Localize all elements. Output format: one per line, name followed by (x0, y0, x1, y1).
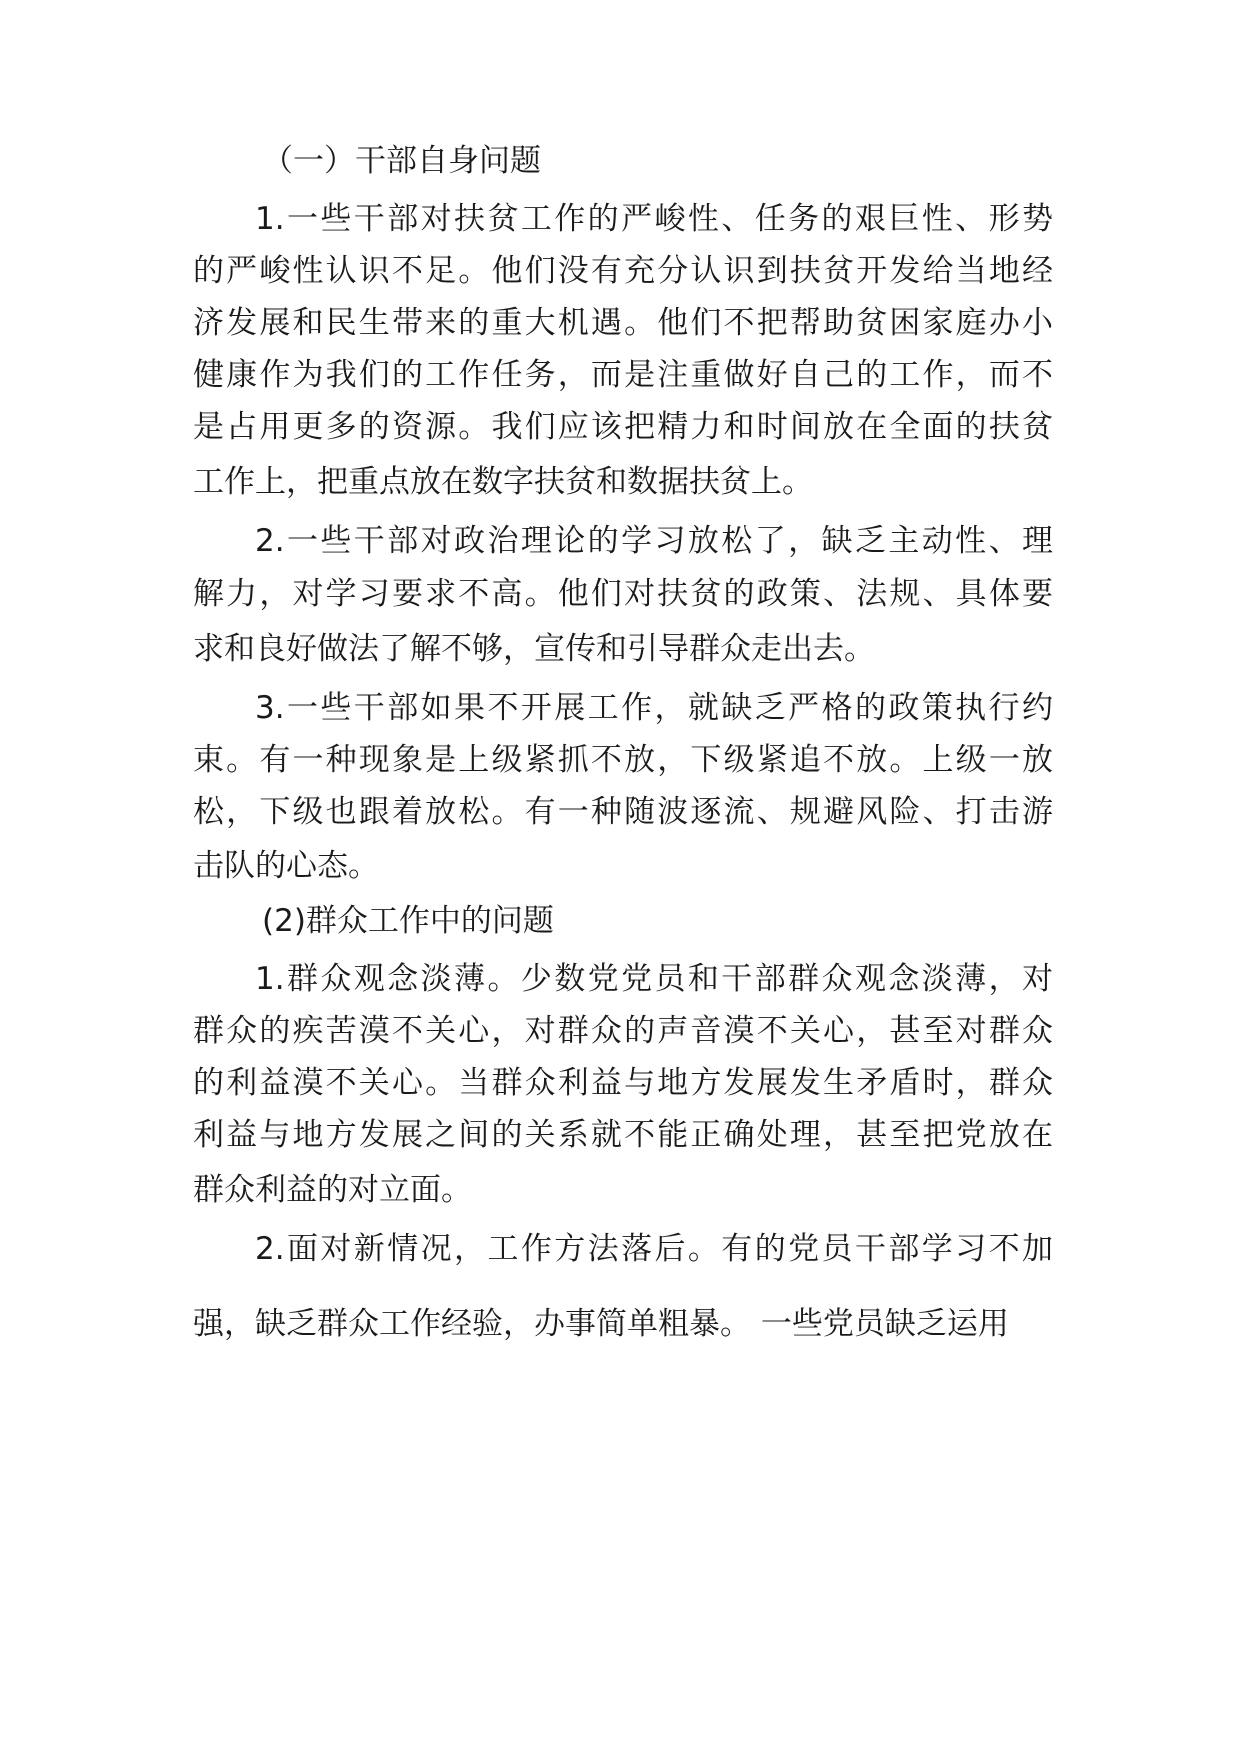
section-heading-cadre-problems: （一）干部自身问题 (262, 143, 541, 179)
paragraph-line: 解力，对学习要求不高。他们对扶贫的政策、法规、具体要 (193, 576, 1053, 612)
paragraph-line: 群众利益的对立面。 (193, 1172, 472, 1208)
paragraph-line: 求和良好做法了解不够，宣传和引导群众走出去。 (193, 631, 875, 667)
paragraph-line: 2.面对新情况，工作方法落后。有的党员干部学习不加 (255, 1231, 1053, 1267)
paragraph-line: 1.一些干部对扶贫工作的严峻性、任务的艰巨性、形势 (255, 201, 1053, 237)
paragraph-line: 1.群众观念淡薄。少数党党员和干部群众观念淡薄，对 (255, 961, 1053, 997)
paragraph-line: 击队的心态。 (193, 848, 379, 884)
paragraph-line: 束。有一种现象是上级紧抓不放，下级紧追不放。上级一放 (193, 742, 1053, 778)
paragraph-line: 强，缺乏群众工作经验，办事简单粗暴。 一些党员缺乏运用 (193, 1306, 1009, 1342)
paragraph-line: 工作上，把重点放在数字扶贫和数据扶贫上。 (193, 464, 813, 500)
section-heading-mass-work-problems: (2)群众工作中的问题 (262, 903, 554, 939)
paragraph-line: 济发展和民生带来的重大机遇。他们不把帮助贫困家庭办小 (193, 305, 1053, 341)
paragraph-line: 的严峻性认识不足。他们没有充分认识到扶贫开发给当地经 (193, 253, 1053, 289)
paragraph-line: 群众的疾苦漠不关心，对群众的声音漠不关心，甚至对群众 (193, 1013, 1053, 1049)
paragraph-line: 利益与地方发展之间的关系就不能正确处理，甚至把党放在 (193, 1117, 1053, 1153)
paragraph-line: 的利益漠不关心。当群众利益与地方发展发生矛盾时，群众 (193, 1065, 1053, 1101)
paragraph-line: 是占用更多的资源。我们应该把精力和时间放在全面的扶贫 (193, 409, 1053, 445)
paragraph-line: 健康作为我们的工作任务，而是注重做好自己的工作，而不 (193, 357, 1053, 393)
paragraph-line: 松，下级也跟着放松。有一种随波逐流、规避风险、打击游 (193, 794, 1053, 830)
paragraph-line: 3.一些干部如果不开展工作，就缺乏严格的政策执行约 (255, 690, 1053, 726)
paragraph-line: 2.一些干部对政治理论的学习放松了，缺乏主动性、理 (255, 523, 1053, 559)
